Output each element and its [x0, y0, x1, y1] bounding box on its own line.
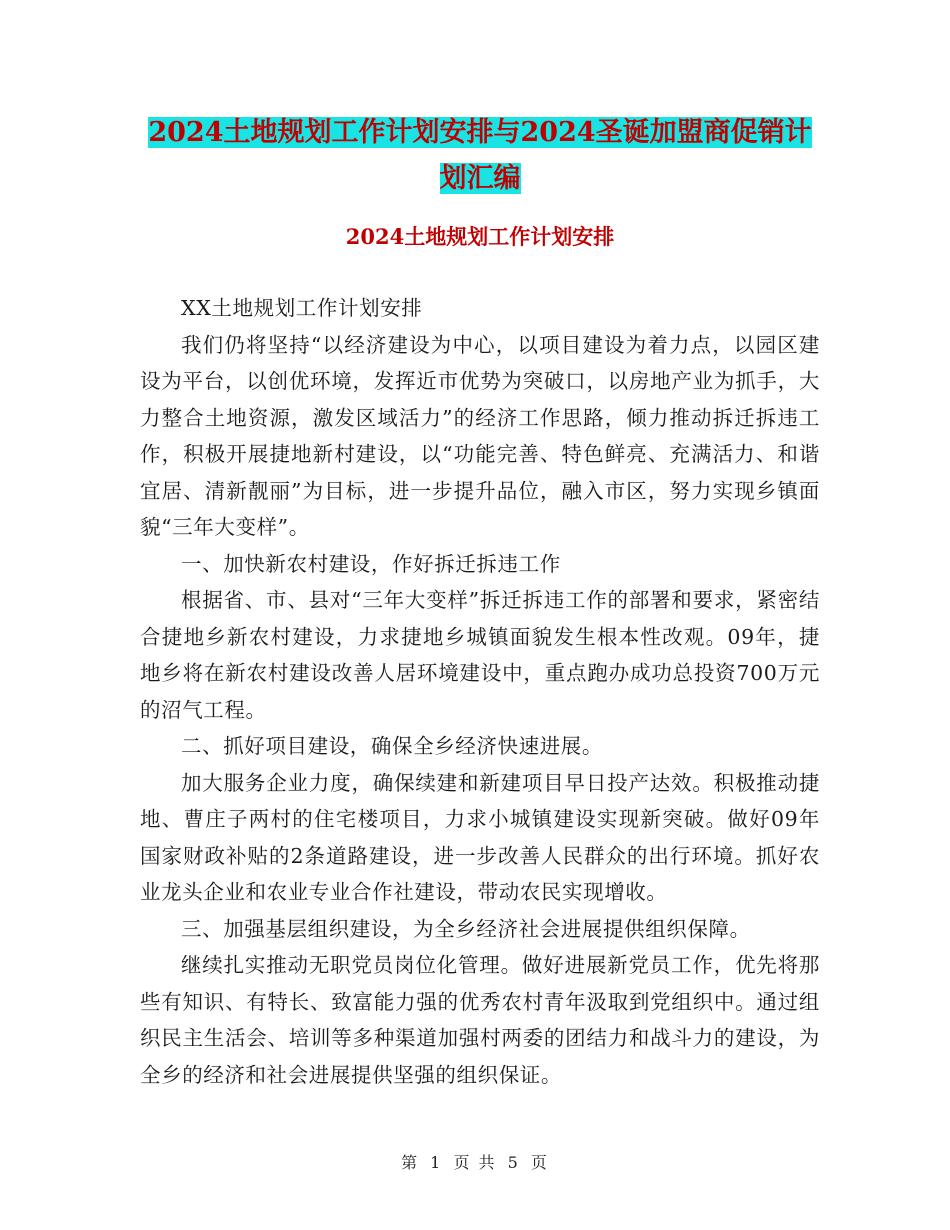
title-line-1: 2024土地规划工作计划安排与2024圣诞加盟商促销计 [148, 117, 812, 148]
section-title: 2024土地规划工作计划安排 [345, 224, 615, 249]
title-line-2: 划汇编 [439, 163, 521, 194]
paragraph: 根据省、市、县对“三年大变样”拆迁拆违工作的部署和要求，紧密结合捷地乡新农村建设，力求捷地乡城镇面貌发生根本性改观。09年，捷地乡将在新农村建设改善人居环境建设中，重点跑办成功总投资700万元的沼气工程。 [140, 588, 820, 722]
paragraph: XX土地规划工作计划安排 [181, 296, 423, 320]
paragraph: 继续扎实推动无职党员岗位化管理。做好进展新党员工作，优先将那些有知识、有特长、致富能力强的优秀农村青年汲取到党组织中。通过组织民主生活会、培训等多种渠道加强村两委的团结力和战斗力的建设，为全乡的经济和社会进展提供坚强的组织保证。 [140, 953, 820, 1087]
paragraph: 三、加强基层组织建设，为全乡经济社会进展提供组织保障。 [181, 916, 751, 941]
document-body [140, 290, 820, 1093]
footer-total-pages: 5 [507, 1153, 520, 1172]
footer-middle: 页 共 [453, 1153, 497, 1172]
footer-suffix: 页 [530, 1153, 549, 1172]
footer-page-number: 1 [430, 1153, 443, 1172]
document-title [140, 110, 820, 202]
footer-prefix: 第 [401, 1153, 420, 1172]
paragraph: 二、抓好项目建设，确保全乡经济快速进展。 [181, 734, 603, 758]
page-footer [0, 1150, 950, 1173]
paragraph: 加大服务企业力度，确保续建和新建项目早日投产达效。积极推动捷地、曹庄子两村的住宅楼项目，力求小城镇建设实现新突破。做好09年国家财政补贴的2条道路建设，进一步改善人民群众的出行环境。抓好农业龙头企业和农业专业合作社建设，带动农民实现增收。 [140, 770, 820, 904]
paragraph: 我们仍将坚持“以经济建设为中心，以项目建设为着力点，以园区建设为平台，以创优环境，发挥近市优势为突破口，以房地产业为抓手，大力整合土地资源，激发区域活力”的经济工作思路，倾力推动拆迁拆违工作，积极开展捷地新村建设，以“功能完善、特色鲜亮、充满活力、和谐宜居、清新靓丽”为目标，进一步提升品位，融入市区，努力实现乡镇面貌“三年大变样”。 [140, 332, 820, 539]
paragraph: 一、加快新农村建设，作好拆迁拆违工作 [181, 551, 561, 576]
